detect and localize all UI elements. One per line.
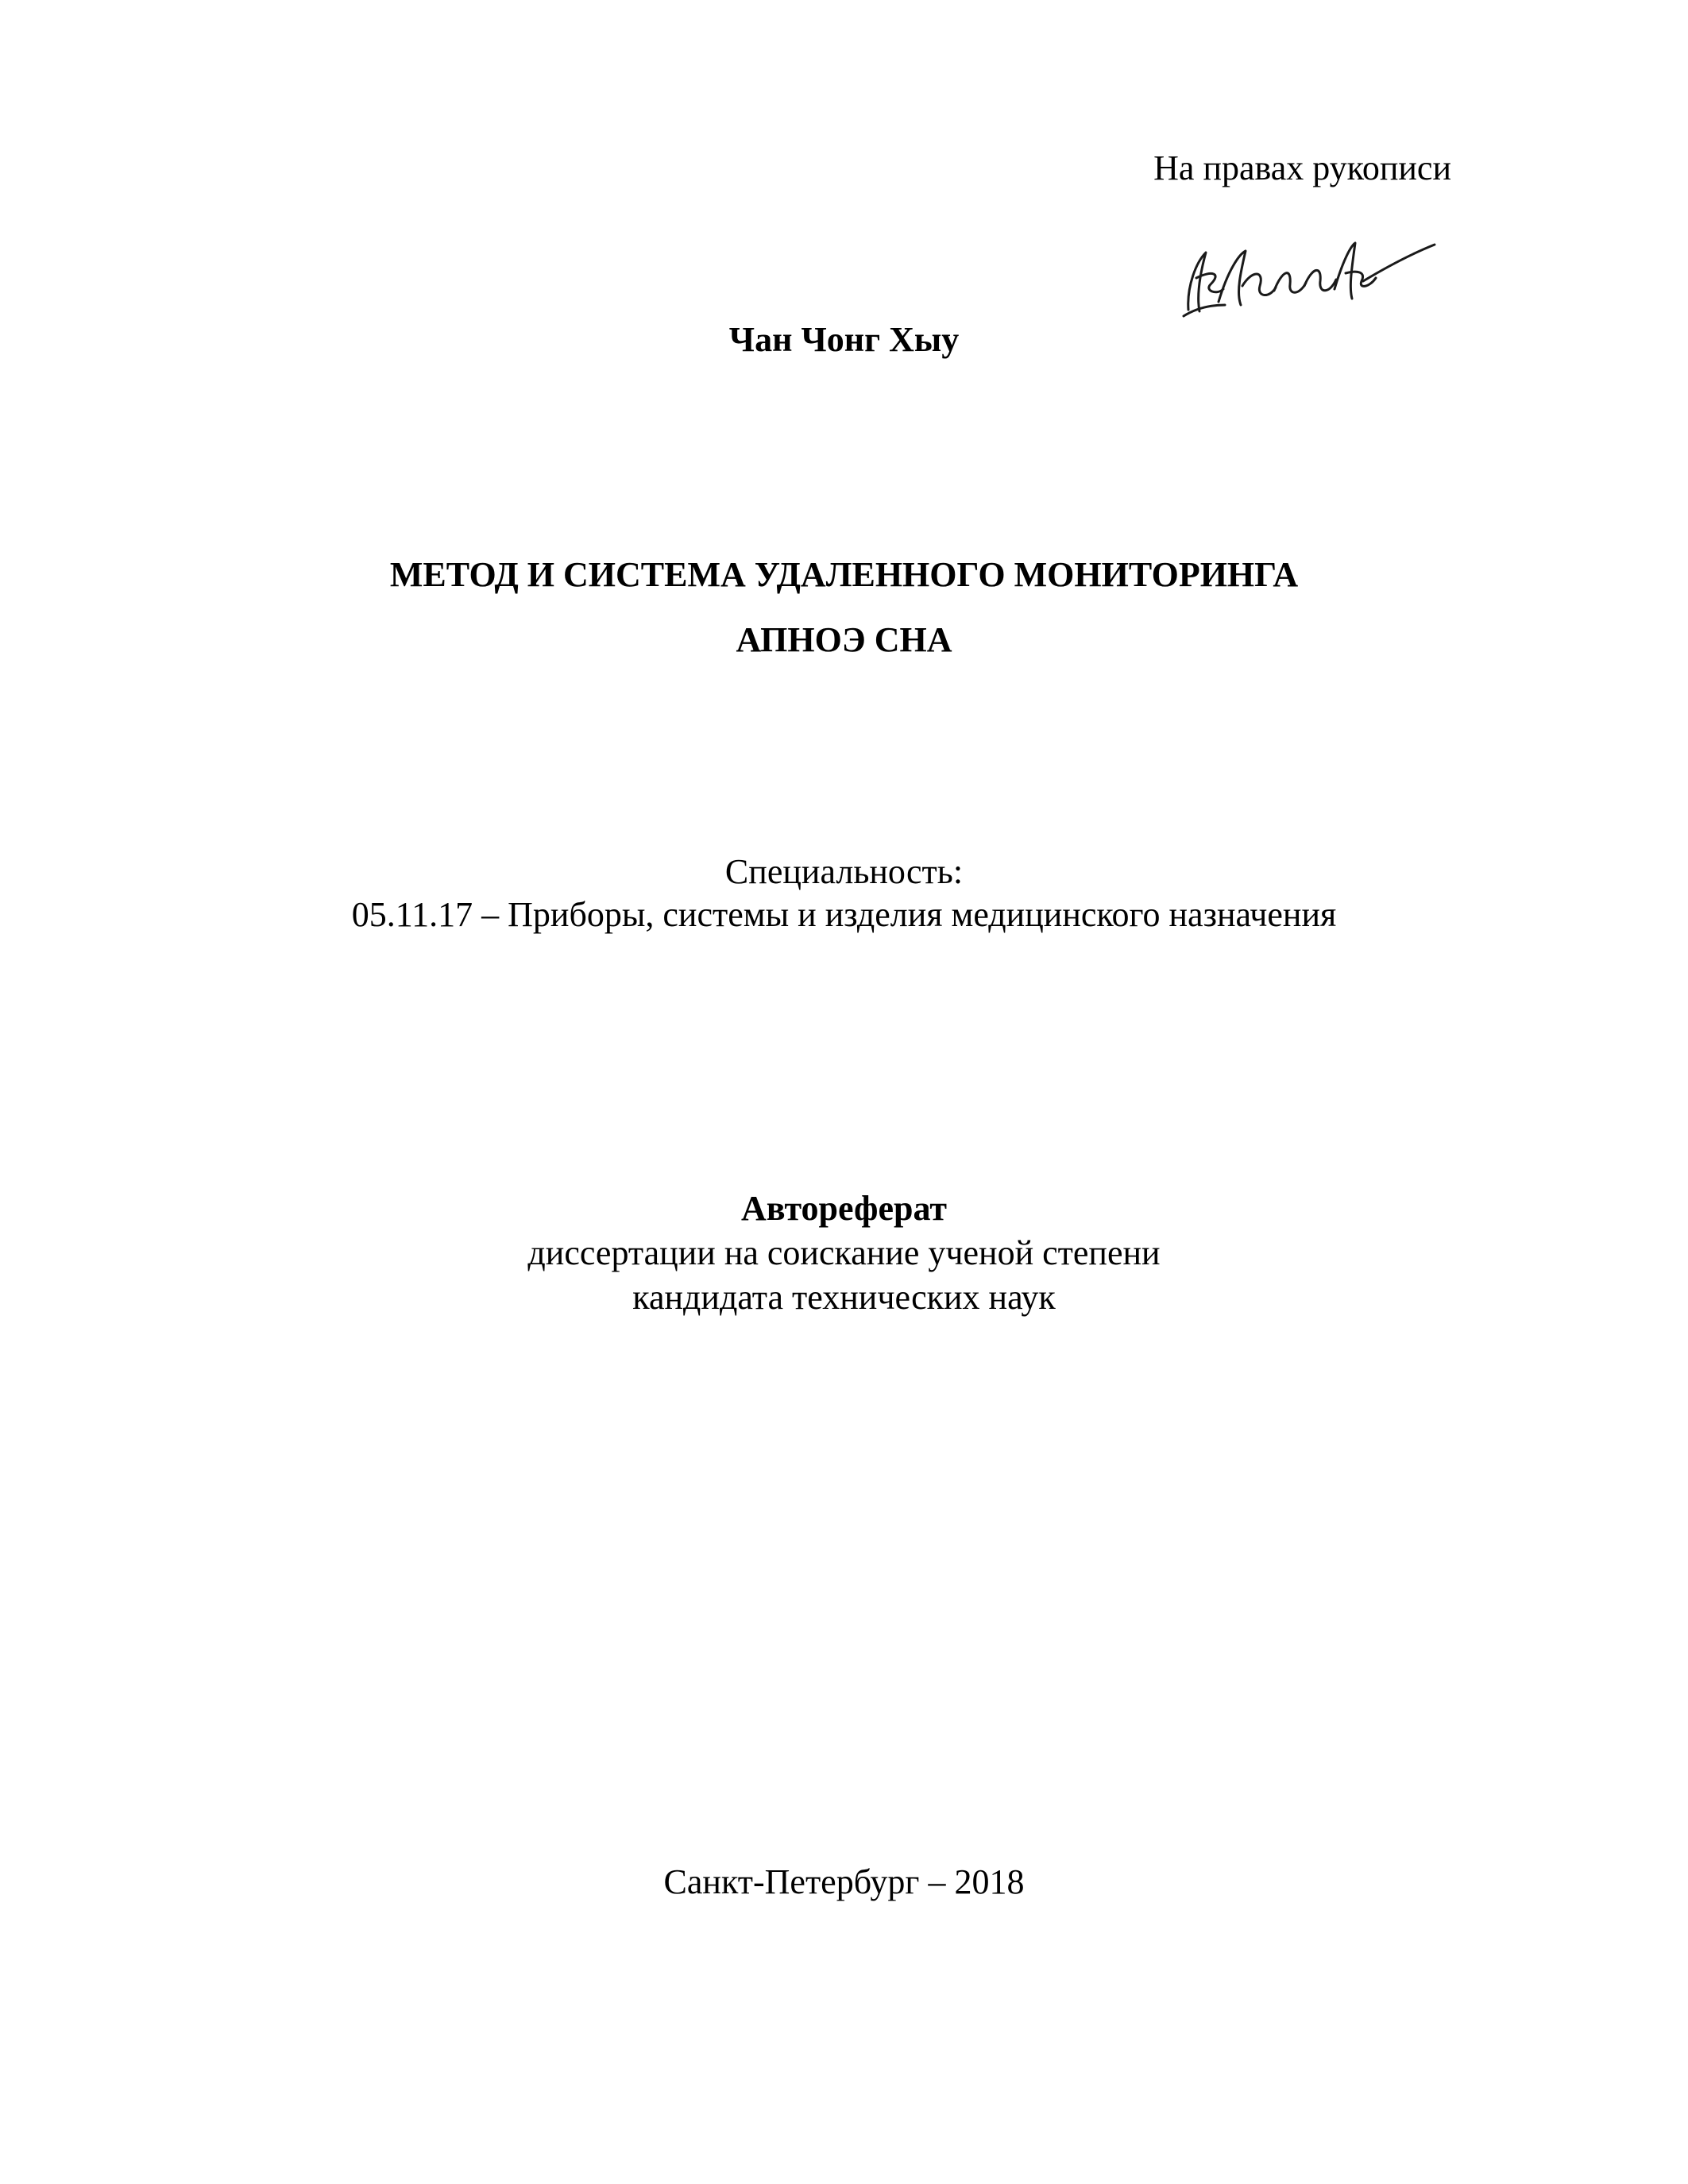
- author-name: Чан Чонг Хыу: [728, 320, 960, 359]
- abstract-line-2: кандидата технических наук: [632, 1278, 1056, 1317]
- specialty-label: Специальность:: [724, 852, 964, 891]
- title-line-2: АПНОЭ СНА: [736, 620, 952, 659]
- specialty-value: 05.11.17 – Приборы, системы и изделия медицинского назначения: [351, 895, 1337, 934]
- abstract-heading: Автореферат: [741, 1189, 947, 1228]
- place-year: Санкт-Петербург – 2018: [663, 1862, 1025, 1901]
- abstract-line-1: диссертации на соискание ученой степени: [527, 1233, 1161, 1272]
- signature-icon: [1172, 222, 1443, 334]
- manuscript-note: На правах рукописи: [1153, 149, 1451, 187]
- title-line-1: МЕТОД И СИСТЕМА УДАЛЕННОГО МОНИТОРИНГА: [389, 555, 1299, 594]
